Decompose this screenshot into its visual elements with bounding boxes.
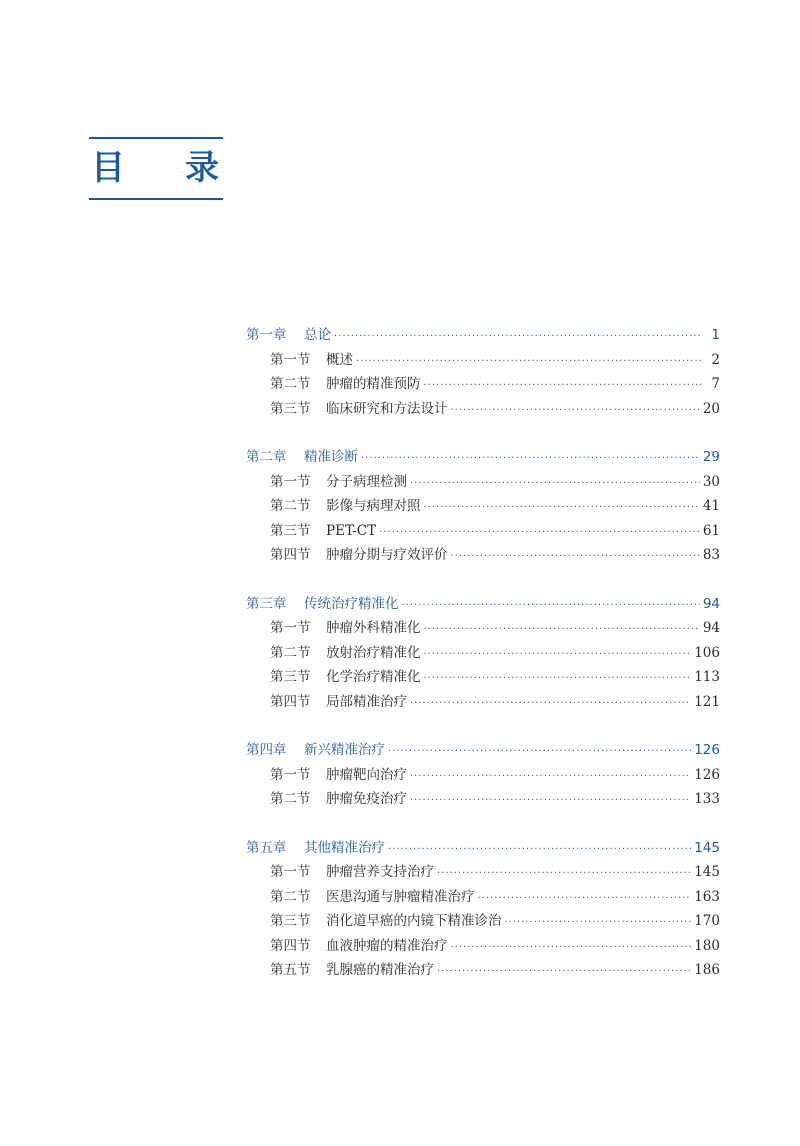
section-number: 第四节	[270, 693, 311, 710]
dot-leader	[437, 867, 691, 881]
section-page-number: 30	[702, 473, 720, 490]
dot-leader	[361, 452, 700, 466]
section-page-number: 163	[694, 888, 720, 905]
dot-leader	[478, 892, 692, 906]
dot-leader	[334, 330, 703, 344]
section-page-number: 186	[694, 962, 720, 978]
title-bottom-rule	[89, 198, 223, 200]
section-page-number: 145	[694, 864, 720, 880]
section-entry[interactable]	[246, 543, 720, 568]
dot-leader	[379, 526, 700, 540]
section-title: 影像与病理对照	[326, 498, 421, 514]
section-title: 概述	[326, 351, 353, 368]
chapter-page-number: 1	[711, 327, 720, 343]
section-page-number: 126	[694, 766, 720, 783]
dot-leader	[451, 404, 700, 418]
section-number: 第二节	[270, 644, 311, 661]
section-number: 第一节	[270, 766, 311, 783]
chapter-number: 第二章	[246, 449, 287, 465]
section-number: 第二节	[270, 498, 311, 514]
chapter-entry[interactable]	[246, 592, 720, 617]
dot-leader	[356, 355, 703, 369]
chapter-title: 新兴精准治疗	[304, 742, 385, 758]
dot-leader	[451, 941, 692, 955]
section-number: 第三节	[270, 522, 311, 539]
section-entry[interactable]	[246, 348, 720, 373]
section-number: 第一节	[270, 864, 311, 880]
section-page-number: 2	[711, 351, 720, 368]
section-entry[interactable]	[246, 641, 720, 666]
section-title: 临床研究和方法设计	[326, 400, 448, 417]
section-number: 第四节	[270, 547, 311, 563]
section-title: 放射治疗精准化	[326, 644, 421, 661]
chapter-number: 第四章	[246, 742, 287, 758]
section-entry[interactable]	[246, 519, 720, 544]
section-page-number: 94	[702, 620, 720, 636]
toc-chapter	[246, 445, 720, 568]
dot-leader	[424, 501, 700, 515]
section-number: 第二节	[270, 791, 311, 807]
section-title: 化学治疗精准化	[326, 669, 421, 685]
section-entry[interactable]	[246, 616, 720, 641]
chapter-number: 第五章	[246, 839, 287, 856]
dot-leader	[402, 599, 700, 613]
title-top-rule	[89, 137, 223, 139]
section-title: 血液肿瘤的精准治疗	[326, 937, 448, 954]
section-entry[interactable]	[246, 665, 720, 690]
section-number: 第五节	[270, 962, 311, 978]
section-number: 第一节	[270, 351, 311, 368]
section-title: 医患沟通与肿瘤精准治疗	[326, 888, 475, 905]
section-entry[interactable]	[246, 372, 720, 397]
section-entry[interactable]	[246, 909, 720, 934]
section-title: PET-CT	[326, 522, 377, 539]
section-title: 肿瘤营养支持治疗	[326, 864, 434, 880]
section-title: 消化道早癌的内镜下精准诊治	[326, 913, 502, 929]
section-title: 局部精准治疗	[326, 693, 407, 710]
section-entry[interactable]	[246, 787, 720, 812]
chapter-page-number: 94	[702, 595, 720, 612]
section-page-number: 83	[702, 547, 720, 563]
dot-leader	[424, 623, 700, 637]
dot-leader	[410, 477, 700, 491]
dot-leader	[410, 770, 691, 784]
chapter-entry[interactable]	[246, 738, 720, 763]
section-page-number: 170	[694, 913, 720, 929]
section-number: 第三节	[270, 913, 311, 929]
section-title: 分子病理检测	[326, 473, 407, 490]
toc-chapter	[246, 738, 720, 812]
chapter-page-number: 29	[702, 449, 720, 465]
section-entry[interactable]	[246, 470, 720, 495]
dot-leader	[424, 379, 704, 393]
section-number: 第二节	[270, 888, 311, 905]
chapter-entry[interactable]	[246, 445, 720, 470]
toc-chapter	[246, 836, 720, 983]
dot-leader	[424, 672, 692, 686]
chapter-title: 其他精准治疗	[304, 839, 385, 856]
chapter-page-number: 126	[694, 742, 720, 758]
chapter-entry[interactable]	[246, 836, 720, 861]
dot-leader	[424, 648, 692, 662]
section-page-number: 7	[711, 376, 720, 392]
section-entry[interactable]	[246, 934, 720, 959]
section-title: 肿瘤外科精准化	[326, 620, 421, 636]
dot-leader	[410, 697, 691, 711]
chapter-entry[interactable]	[246, 323, 720, 348]
section-entry[interactable]	[246, 958, 720, 983]
section-page-number: 180	[694, 937, 720, 954]
section-number: 第三节	[270, 669, 311, 685]
section-title: 肿瘤的精准预防	[326, 376, 421, 392]
toc-title-char-1: 目	[91, 148, 125, 188]
section-number: 第一节	[270, 473, 311, 490]
dot-leader	[410, 794, 691, 808]
section-title: 肿瘤免疫治疗	[326, 791, 407, 807]
chapter-number: 第一章	[246, 327, 287, 343]
section-page-number: 121	[694, 693, 720, 710]
dot-leader	[437, 965, 691, 979]
section-page-number: 41	[702, 498, 720, 514]
section-page-number: 20	[702, 400, 720, 417]
section-title: 乳腺癌的精准治疗	[326, 962, 434, 978]
chapter-page-number: 145	[694, 839, 720, 856]
toc-title-char-2: 录	[185, 148, 219, 188]
dot-leader	[451, 550, 700, 564]
chapter-title: 总论	[304, 327, 331, 343]
section-entry[interactable]	[246, 860, 720, 885]
section-entry[interactable]	[246, 885, 720, 910]
section-number: 第四节	[270, 937, 311, 954]
chapter-number: 第三章	[246, 595, 287, 612]
section-number: 第二节	[270, 376, 311, 392]
section-entry[interactable]	[246, 763, 720, 788]
section-entry[interactable]	[246, 397, 720, 422]
table-of-contents	[246, 323, 720, 983]
toc-chapter	[246, 592, 720, 715]
dot-leader	[388, 745, 691, 759]
section-title: 肿瘤分期与疗效评价	[326, 547, 448, 563]
toc-title-block	[89, 137, 223, 201]
section-entry[interactable]	[246, 690, 720, 715]
section-page-number: 113	[694, 669, 720, 685]
section-page-number: 133	[694, 791, 720, 807]
section-entry[interactable]	[246, 494, 720, 519]
toc-chapter	[246, 323, 720, 421]
section-number: 第三节	[270, 400, 311, 417]
dot-leader	[388, 843, 691, 857]
section-page-number: 106	[694, 644, 720, 661]
section-number: 第一节	[270, 620, 311, 636]
chapter-title: 精准诊断	[304, 449, 358, 465]
dot-leader	[505, 916, 692, 930]
chapter-title: 传统治疗精准化	[304, 595, 399, 612]
section-title: 肿瘤靶向治疗	[326, 766, 407, 783]
section-page-number: 61	[702, 522, 720, 539]
